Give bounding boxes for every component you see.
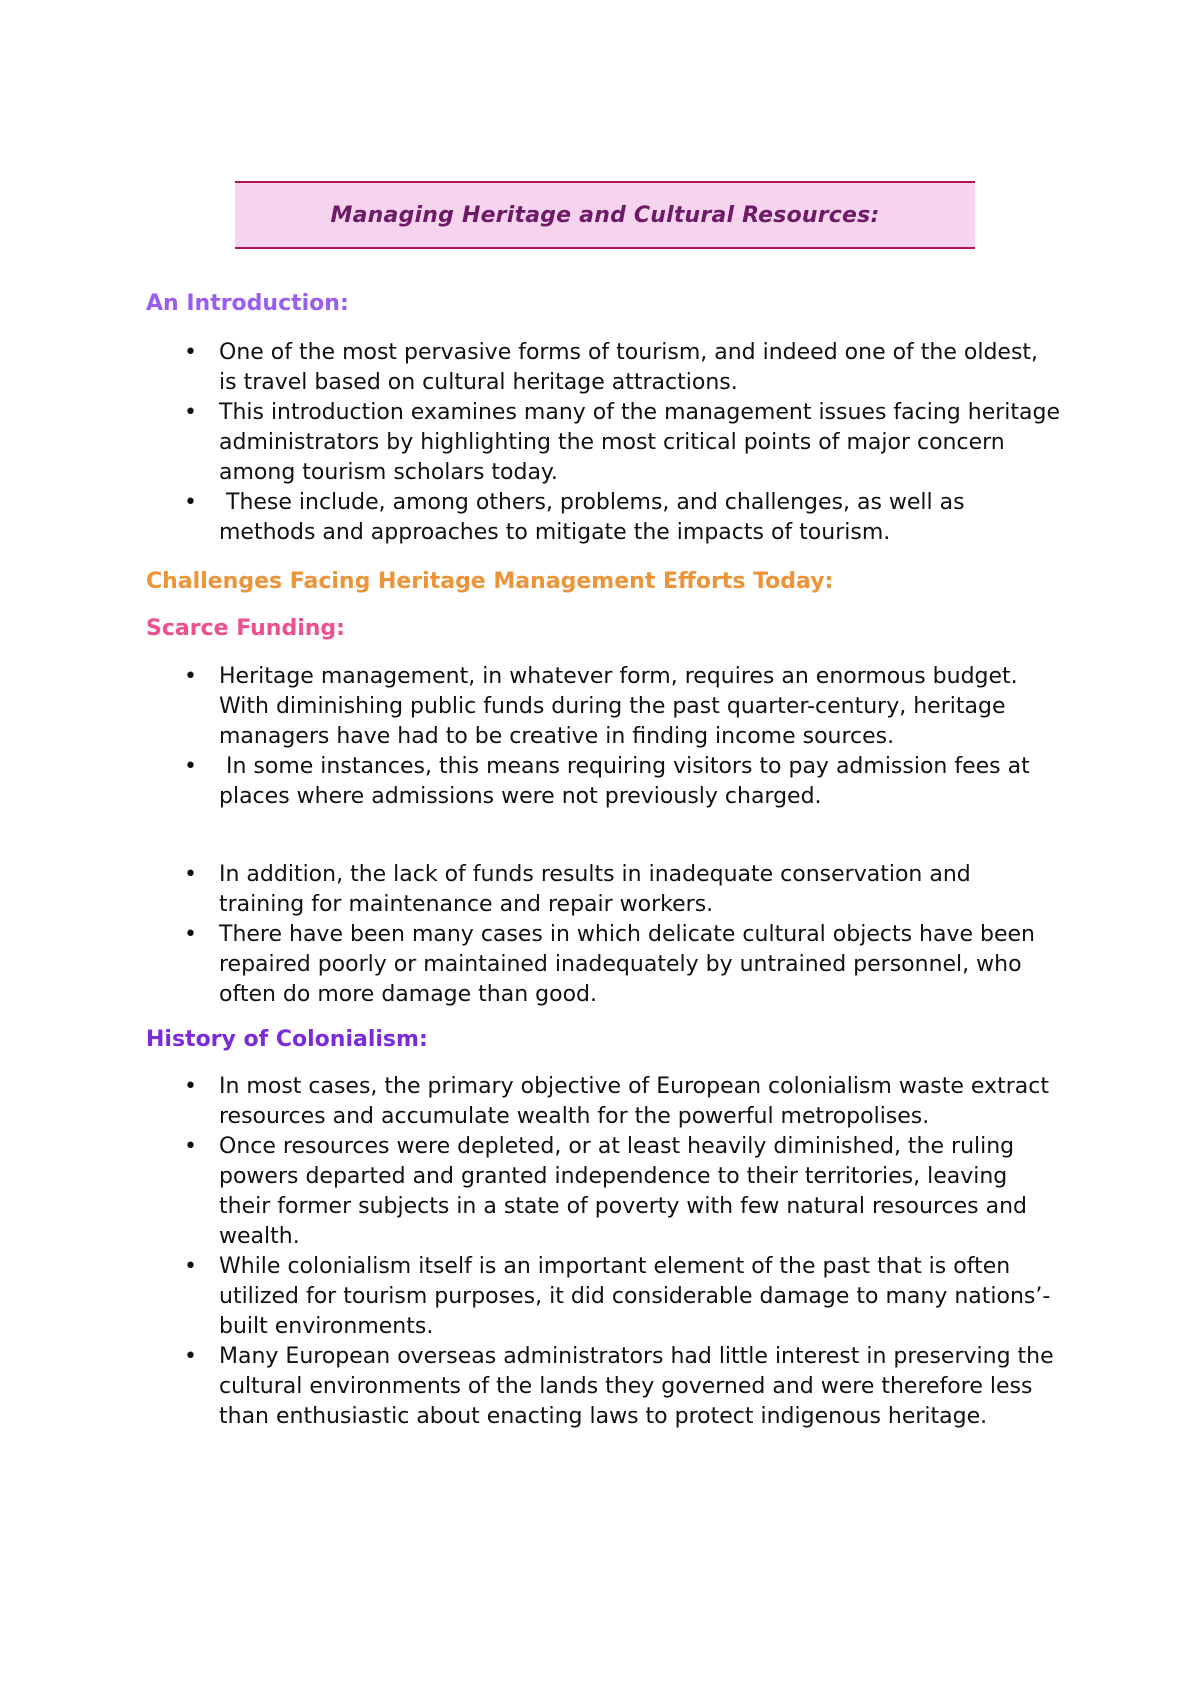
list-item	[0, 1252, 1200, 1342]
list-item	[0, 662, 1200, 752]
list-item-text: Many European overseas administrators had little interest in preserving the cultural environments of the lands they governed and were therefore less than enthusiastic about enacting laws to protect indigenous heritage.	[219, 1344, 1054, 1429]
list-item-text: These include, among others, problems, and challenges, as well as methods and approaches to mitigate the impacts of tourism.	[219, 490, 972, 545]
list-item-text: One of the most pervasive forms of tourism, and indeed one of the oldest, is travel based on cultural heritage attractions.	[219, 340, 1039, 395]
bullet-icon: •	[184, 400, 197, 425]
list-item	[0, 1072, 1200, 1132]
list-item-text: Once resources were depleted, or at least heavily diminished, the ruling powers departed and granted independence to their territories, leaving their former subjects in a state of poverty with few natural resources and wealth.	[219, 1134, 1027, 1249]
list-item-text: In most cases, the primary objective of European colonialism waste extract resources and accumulate wealth for the powerful metropolises.	[219, 1074, 1049, 1129]
list-item	[0, 488, 1200, 548]
list-item-text: While colonialism itself is an important element of the past that is often utilized for tourism purposes, it did considerable damage to many nations’-built environments.	[219, 1254, 1051, 1339]
list-item	[0, 860, 1200, 920]
funding-bullet-list-1	[0, 662, 1200, 812]
list-item	[0, 752, 1200, 812]
bullet-icon: •	[184, 862, 197, 887]
bullet-icon: •	[184, 490, 197, 515]
list-item-text: There have been many cases in which delicate cultural objects have been repaired poorly or maintained inadequately by untrained personnel, who often do more damage than good.	[219, 922, 1035, 1007]
title-box	[235, 181, 975, 249]
list-item-text: In addition, the lack of funds results in inadequate conservation and training for maintenance and repair workers.	[219, 862, 971, 917]
bullet-icon: •	[184, 1134, 197, 1159]
list-item-text: Heritage management, in whatever form, requires an enormous budget. With diminishing public funds during the past quarter-century, heritage managers have had to be creative in finding income sources.	[219, 664, 1018, 749]
heading-introduction: An Introduction:	[146, 291, 349, 316]
colonialism-bullet-list	[0, 1072, 1200, 1432]
heading-scarce-funding: Scarce Funding:	[146, 616, 345, 641]
bullet-icon: •	[184, 1074, 197, 1099]
heading-history-of-colonialism: History of Colonialism:	[146, 1027, 428, 1052]
bullet-icon: •	[184, 664, 197, 689]
bullet-icon: •	[184, 922, 197, 947]
list-item	[0, 1132, 1200, 1252]
list-item	[0, 338, 1200, 398]
list-item-text: This introduction examines many of the management issues facing heritage administrators by highlighting the most critical points of major concern among tourism scholars today.	[219, 400, 1060, 485]
bullet-icon: •	[184, 1254, 197, 1279]
list-item-text: In some instances, this means requiring visitors to pay admission fees at places where admissions were not previously charged.	[219, 754, 1037, 809]
bullet-icon: •	[184, 1344, 197, 1369]
list-item	[0, 1342, 1200, 1432]
bullet-icon: •	[184, 340, 197, 365]
list-item	[0, 920, 1200, 1010]
intro-bullet-list	[0, 338, 1200, 548]
heading-challenges: Challenges Facing Heritage Management Efforts Today:	[146, 569, 834, 594]
document-title: Managing Heritage and Cultural Resources:	[330, 202, 880, 228]
list-item	[0, 398, 1200, 488]
funding-bullet-list-2	[0, 860, 1200, 1010]
bullet-icon: •	[184, 754, 197, 779]
